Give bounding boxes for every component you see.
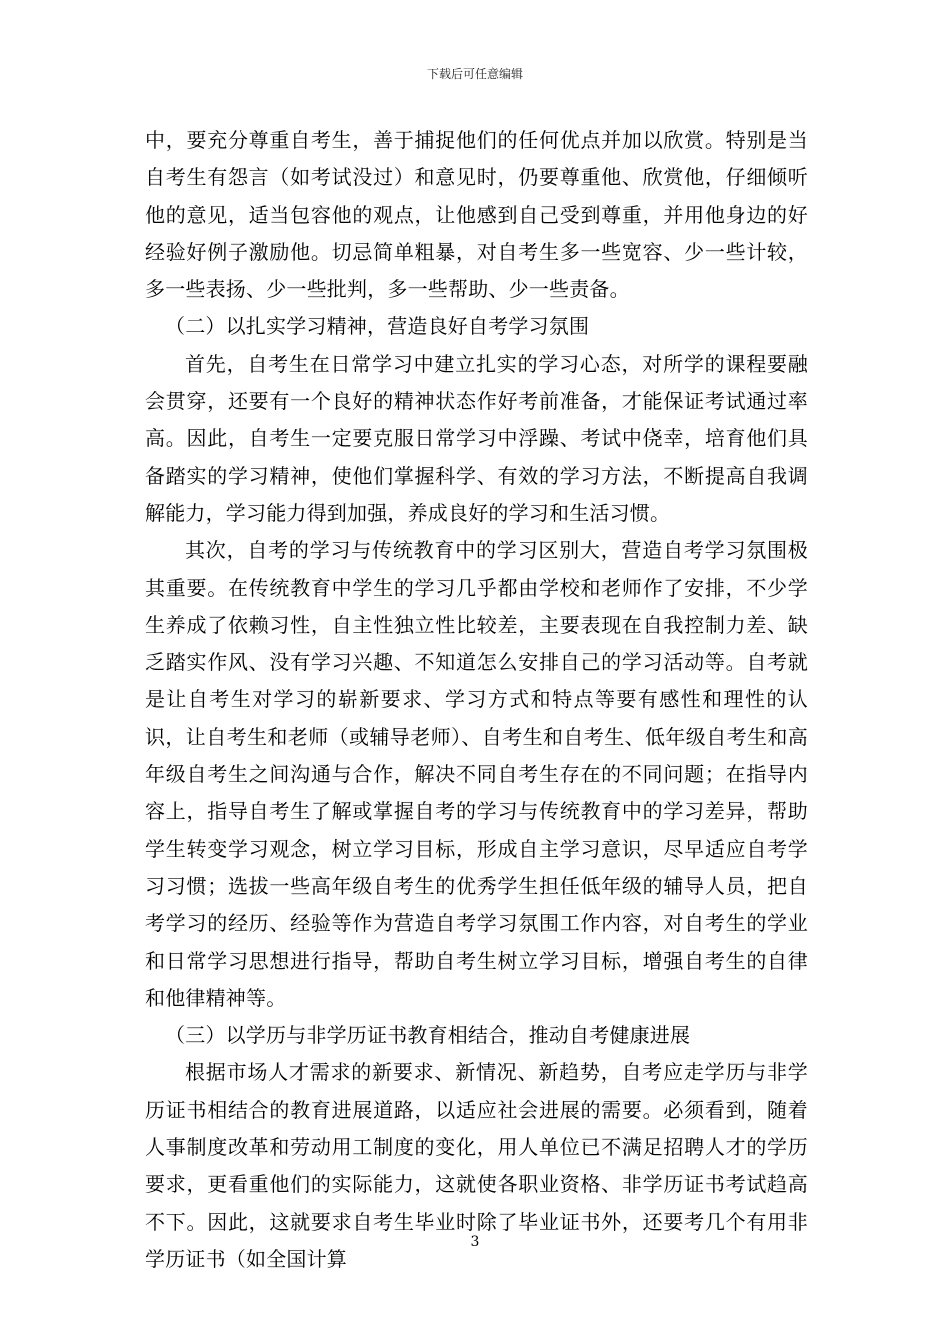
section-heading-2: （二）以扎实学习精神，营造良好自考学习氛围 — [165, 314, 590, 339]
section-heading-3: （三）以学历与非学历证书教育相结合，推动自考健康进展 — [165, 1023, 691, 1048]
page-number: 3 — [470, 1234, 480, 1250]
paragraph-continuation: 中，要充分尊重自考生，善于捕捉他们的任何优点并加以欣赏。特别是当自考生有怨言（如考试没过）和意见时，仍要尊重他、欣赏他，仔细倾听他的意见，适当包容他的观点，让他感到自己受到尊重，并用他身边的好经验好例子激励他。切忌简单粗暴，对自考生多一些宽容、少一些计较，多一些表扬、少一些批判，多一些帮助、少一些责备。 — [145, 128, 808, 302]
page-header: 下载后可任意编辑 — [426, 67, 523, 81]
paragraph-second: 其次，自考的学习与传统教育中的学习区别大，营造自考学习氛围极其重要。在传统教育中学生的学习几乎都由学校和老师作了安排，不少学生养成了依赖习性，自主性独立性比较差，主要表现在自我控制力差、缺乏踏实作风、没有学习兴趣、不知道怎么安排自己的学习活动等。自考就是让自考生对学习的崭新要求、学习方式和特点等要有感性和理性的认识，让自考生和老师（或辅导老师）、自考生和自考生、低年级自考生和高年级自考生之间沟通与合作，解决不同自考生存在的不同问题；在指导内容上，指导自考生了解或掌握自考的学习与传统教育中的学习差异，帮助学生转变学习观念，树立学习目标，形成自主学习意识，尽早适应自考学习习惯；选拔一些高年级自考生的优秀学生担任低年级的辅导人员，把自考学习的经历、经验等作为营造自考学习氛围工作内容，对自考生的学业和日常学习思想进行指导，帮助自考生树立学习目标，增强自考生的自律和他律精神等。 — [145, 538, 808, 1010]
document-body — [145, 122, 808, 1278]
paragraph-third: 根据市场人才需求的新要求、新情况、新趋势，自考应走学历与非学历证书相结合的教育进展道路，以适应社会进展的需要。必须看到，随着人事制度改革和劳动用工制度的变化，用人单位已不满足招聘人才的学历要求，更看重他们的实际能力，这就使各职业资格、非学历证书考试趋高不下。因此，这就要求自考生毕业时除了毕业证书外，还要考几个有用非学历证书（如全国计算 — [145, 1060, 808, 1271]
paragraph-first: 首先，自考生在日常学习中建立扎实的学习心态，对所学的课程要融会贯穿，还要有一个良好的精神状态作好考前准备，才能保证考试通过率高。因此，自考生一定要克服日常学习中浮躁、考试中侥幸，培育他们具备踏实的学习精神，使他们掌握科学、有效的学习方法，不断提高自我调解能力，学习能力得到加强，养成良好的学习和生活习惯。 — [145, 351, 808, 525]
